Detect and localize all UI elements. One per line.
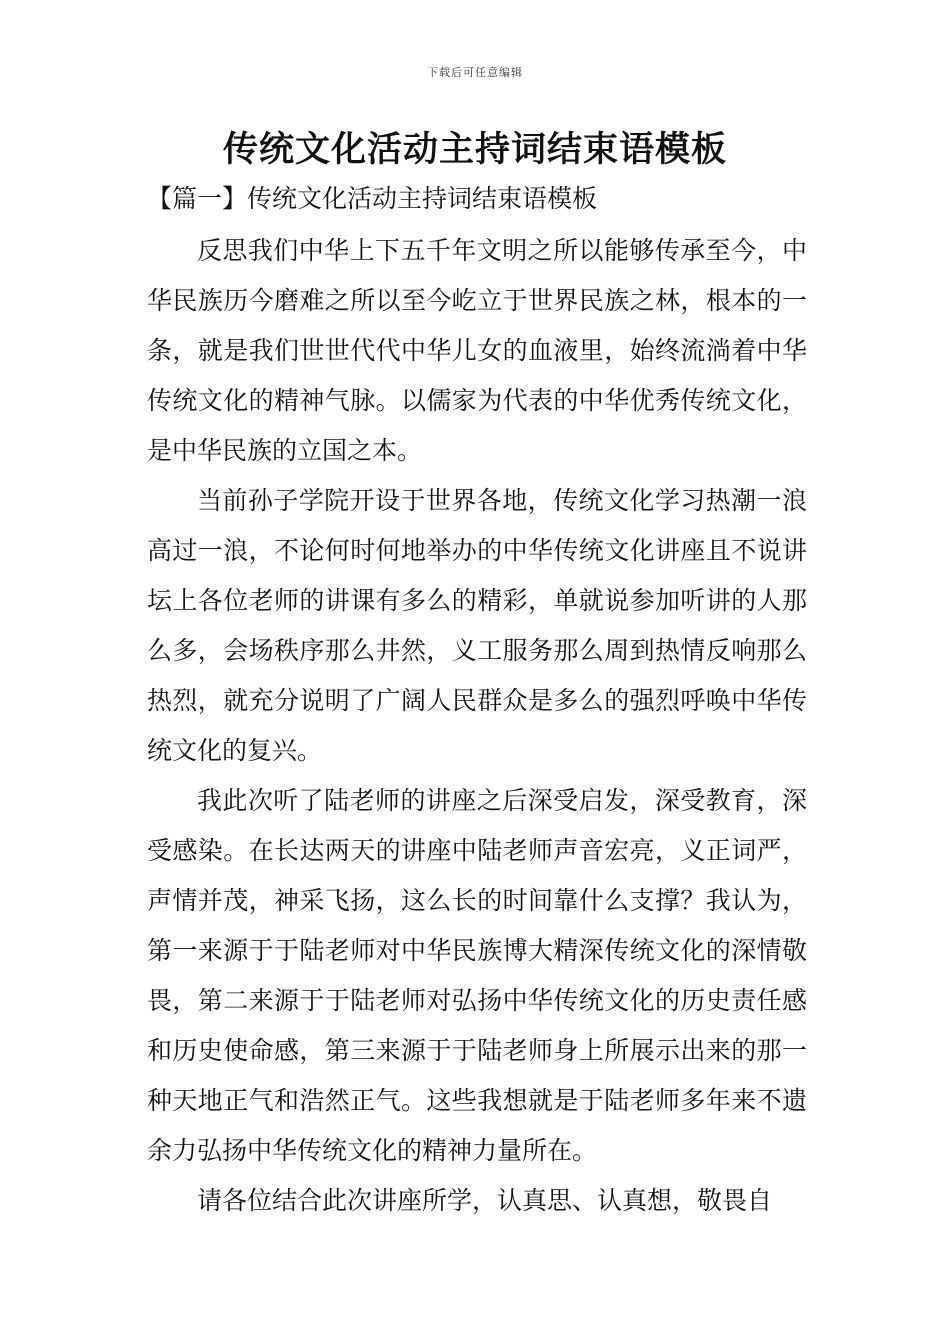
paragraph: 当前孙子学院开设于世界各地，传统文化学习热潮一浪高过一浪，不论何时何地举办的中华传统文化讲座且不说讲坛上各位老师的讲课有多么的精彩，单就说参加听讲的人那么多，会场秩序那么井然，义工服务那么周到热情反响那么热烈，就充分说明了广阔人民群众是多么的强烈呼唤中华传统文化的复兴。: [147, 486, 807, 765]
document-title: 传统文化活动主持词结束语模板: [222, 129, 727, 170]
paragraph: 反思我们中华上下五千年文明之所以能够传承至今，中华民族历今磨难之所以至今屹立于世界民族之林，根本的一条，就是我们世世代代中华儿女的血液里，始终流淌着中华传统文化的精神气脉。以儒家为代表的中华优秀传统文化，是中华民族的立国之本。: [147, 236, 807, 465]
document-body: [147, 226, 807, 1226]
paragraph: 请各位结合此次讲座所学，认真思、认真想，敬畏自: [197, 1186, 773, 1215]
header-note: 下载后可任意编辑: [427, 66, 523, 79]
section-heading: 【篇一】传统文化活动主持词结束语模板: [147, 184, 598, 213]
paragraph: 我此次听了陆老师的讲座之后深受启发，深受教育，深受感染。在长达两天的讲座中陆老师声音宏亮，义正词严，声情并茂，神采飞扬，这么长的时间靠什么支撑？我认为，第一来源于于陆老师对中华民族博大精深传统文化的深情敬畏，第二来源于于陆老师对弘扬中华传统文化的历史责任感和历史使命感，第三来源于于陆老师身上所展示出来的那一种天地正气和浩然正气。这些我想就是于陆老师多年来不遗余力弘扬中华传统文化的精神力量所在。: [147, 786, 807, 1165]
